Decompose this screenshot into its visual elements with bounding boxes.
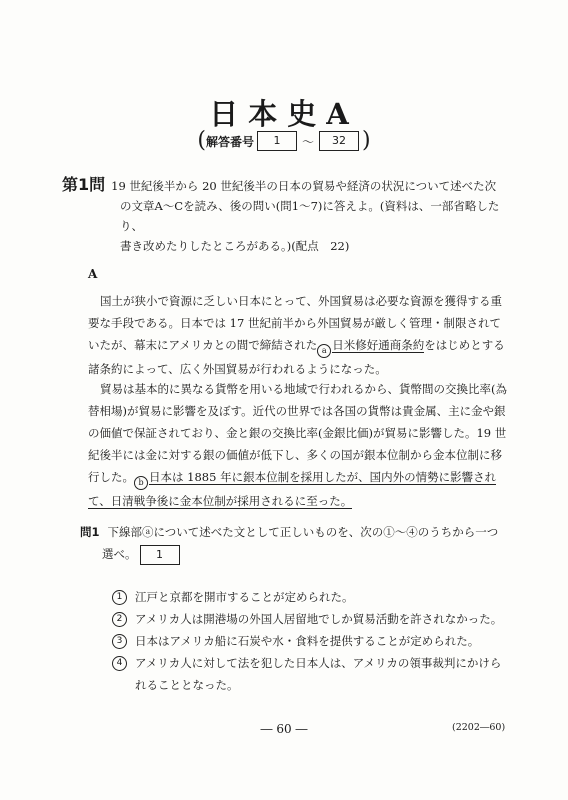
paragraph-1-text-end: をはじめとする諸条約によって、広く外国貿易が行われるようになった。 (88, 338, 505, 376)
option-2[interactable] (112, 608, 512, 630)
question-line-1: 19 世紀後半から 20 世紀後半の日本の貿易や経済の状況について述べた次 (111, 179, 497, 193)
option-text: 日本はアメリカ船に石炭や水・食料を提供することが定められた。 (135, 634, 480, 648)
sub-question-text-2: 選べ。 (102, 547, 137, 561)
page-code: (2202―60) (452, 722, 506, 733)
option-number-3-icon: 3 (112, 634, 127, 649)
question-line-3: 書き改めたりしたところがある。)(配点 22) (120, 239, 350, 253)
marker-b-icon: b (134, 476, 148, 490)
option-3[interactable] (112, 630, 512, 652)
option-text: 江戸と京都を開市することが定められた。 (135, 590, 354, 604)
answer-range (0, 130, 568, 152)
option-text: アメリカ人は開港場の外国人居留地でしか貿易活動を許されなかった。 (135, 612, 503, 626)
marker-a-icon: a (317, 344, 331, 358)
question-line-2: の文章A～Cを読み、後の問い(問1～7)に答えよ。(資料は、一部省略したり、 (120, 199, 500, 233)
underline-a: 日米修好通商条約 (332, 338, 425, 352)
paragraph-1 (88, 290, 508, 380)
option-text: アメリカ人に対して法を犯した日本人は、アメリカの領事裁判にかけられることとなった。 (135, 656, 502, 692)
paragraph-1-text: 国土が狭小で資源に乏しい日本にとって、外国貿易は必要な資源を獲得する重要な手段である。日本では 17 世紀前半から外国貿易が厳しく管理・制限されていたが、幕末にアメリカとの間で締結された (88, 294, 503, 352)
sub-question-text: 下線部ⓐについて述べた文として正しいものを、次の①～④のうちから一つ (107, 525, 499, 539)
close-paren: ) (362, 128, 371, 153)
question-number: 第1問 (62, 175, 106, 194)
sub-question-1 (80, 521, 510, 565)
paragraph-2-text: 貿易は基本的に異なる貨幣を用いる地域で行われるから、貨幣間の交換比率(為替相場)が貿易に影響を及ぼす。近代の世界では各国の貨幣は貴金属、主に金や銀の価値で保証されており、金と銀の交換比率(金銀比価)が貿易に影響した。19 世紀後半には金に対する銀の価値が低下し、多くの国が銀本位制から金本位制に移行した。 (88, 382, 507, 484)
answer-box: 1 (140, 545, 180, 565)
answer-range-sep: ～ (302, 134, 315, 149)
question-header (62, 175, 512, 256)
options-list (112, 586, 512, 696)
option-number-4-icon: 4 (112, 656, 127, 671)
answer-range-label: 解答番号 (205, 134, 254, 149)
section-label: A (88, 267, 98, 281)
paragraph-2 (88, 378, 508, 512)
answer-range-end-box: 32 (319, 131, 359, 151)
underline-b: 日本は 1885 年に銀本位制を採用したが、国内外の情勢に影響されて、日清戦争後に金本位制が採用されるに至った。 (88, 470, 497, 508)
option-4[interactable] (112, 652, 512, 696)
answer-range-start-box: 1 (257, 131, 297, 151)
open-paren: ( (197, 128, 206, 153)
option-number-1-icon: 1 (112, 590, 127, 605)
option-number-2-icon: 2 (112, 612, 127, 627)
option-1[interactable] (112, 586, 512, 608)
page-title: 日本史A (209, 97, 359, 131)
page-number: ― 60 ― (260, 722, 308, 736)
sub-question-label: 問1 (80, 525, 100, 539)
